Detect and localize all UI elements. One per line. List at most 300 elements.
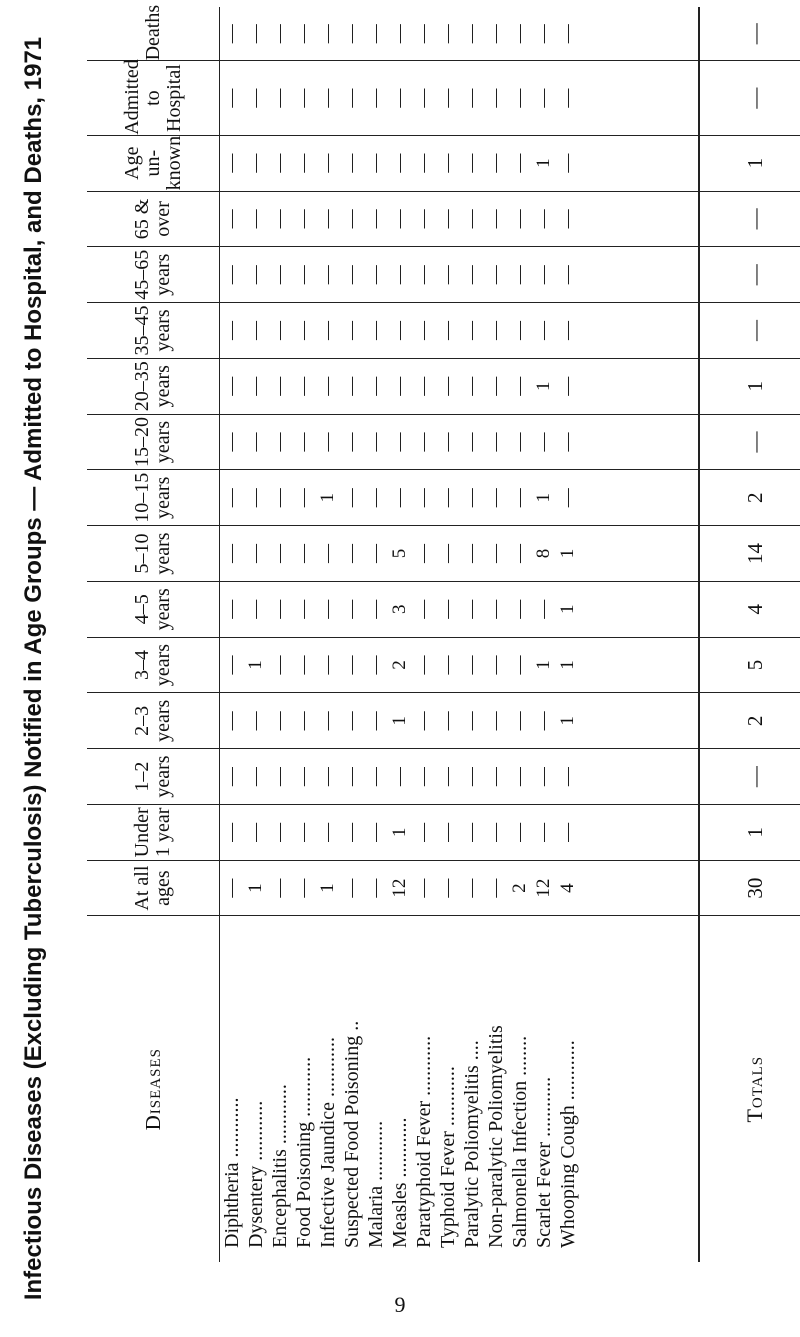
table-cell: — bbox=[508, 581, 532, 637]
table-cell: — bbox=[364, 860, 388, 916]
spacer-cell bbox=[580, 637, 699, 693]
table-cell: — bbox=[388, 61, 412, 135]
table-cell: — bbox=[292, 414, 316, 470]
table-cell: — bbox=[484, 247, 508, 303]
table-cell: — bbox=[268, 637, 292, 693]
table-cell: — bbox=[364, 135, 388, 191]
table-cell: — bbox=[484, 749, 508, 805]
table-cell: — bbox=[484, 191, 508, 247]
table-row bbox=[460, 7, 484, 1262]
table-cell: — bbox=[340, 303, 364, 359]
spacer-cell bbox=[580, 581, 699, 637]
table-cell: — bbox=[412, 303, 436, 359]
table-cell: 4 bbox=[556, 860, 580, 916]
table-cell: — bbox=[556, 470, 580, 526]
table-cell: — bbox=[508, 303, 532, 359]
table-cell: — bbox=[412, 804, 436, 860]
table-cell: — bbox=[268, 470, 292, 526]
table-cell: — bbox=[460, 693, 484, 749]
table-cell: — bbox=[220, 61, 245, 135]
disease-name: Diphtheria ............ bbox=[221, 1097, 243, 1248]
table-cell: — bbox=[508, 61, 532, 135]
table-cell: — bbox=[436, 526, 460, 582]
table-cell: — bbox=[316, 804, 340, 860]
table-cell: — bbox=[316, 135, 340, 191]
table-cell: — bbox=[436, 191, 460, 247]
total-cell: 5 bbox=[699, 637, 800, 693]
table-cell: — bbox=[436, 7, 460, 61]
disease-name: Typhoid Fever ............ bbox=[437, 1066, 459, 1248]
total-cell: — bbox=[699, 414, 800, 470]
disease-name: Salmonella Infection ........ bbox=[509, 1035, 531, 1248]
table-cell: — bbox=[220, 135, 245, 191]
disease-name: Measles ............ bbox=[389, 1117, 411, 1248]
table-cell: — bbox=[436, 860, 460, 916]
header-10-15: 10–15 years bbox=[87, 470, 220, 526]
header-2-3: 2–3 years bbox=[87, 693, 220, 749]
table-cell: — bbox=[220, 693, 245, 749]
table-row bbox=[436, 7, 460, 1262]
table-cell: — bbox=[340, 693, 364, 749]
table-cell: — bbox=[292, 470, 316, 526]
table-cell: — bbox=[508, 693, 532, 749]
header-under-1: Under 1 year bbox=[87, 804, 220, 860]
total-cell: 1 bbox=[699, 804, 800, 860]
table-cell: — bbox=[412, 637, 436, 693]
table-cell: — bbox=[484, 61, 508, 135]
table-cell: — bbox=[412, 414, 436, 470]
table-cell: — bbox=[436, 303, 460, 359]
table-cell: — bbox=[268, 804, 292, 860]
total-cell: 1 bbox=[699, 358, 800, 414]
table-cell: — bbox=[412, 581, 436, 637]
table-cell: — bbox=[220, 526, 245, 582]
page-number: 9 bbox=[394, 1292, 406, 1317]
table-cell: — bbox=[412, 860, 436, 916]
header-65-over: 65 & over bbox=[87, 191, 220, 247]
total-cell: — bbox=[699, 191, 800, 247]
table-cell: — bbox=[292, 358, 316, 414]
table-cell: — bbox=[340, 637, 364, 693]
table-cell: — bbox=[244, 7, 268, 61]
table-cell: — bbox=[532, 61, 556, 135]
table-cell: — bbox=[508, 637, 532, 693]
table-cell: 1 bbox=[316, 860, 340, 916]
table-cell: — bbox=[364, 804, 388, 860]
table-cell: — bbox=[364, 358, 388, 414]
table-cell: — bbox=[484, 804, 508, 860]
disease-name: Paratyphoid Fever ............ bbox=[413, 1035, 435, 1248]
spacer-cell bbox=[580, 358, 699, 414]
table-row bbox=[388, 7, 412, 1262]
totals-label: Totals bbox=[699, 916, 800, 1262]
table-cell: — bbox=[532, 414, 556, 470]
table-cell: 1 bbox=[556, 637, 580, 693]
table-cell: — bbox=[244, 526, 268, 582]
header-15-20: 15–20 years bbox=[87, 414, 220, 470]
spacer-cell bbox=[580, 7, 699, 61]
table-cell: — bbox=[364, 7, 388, 61]
table-row bbox=[508, 7, 532, 1262]
table-cell: 12 bbox=[388, 860, 412, 916]
table-cell: — bbox=[484, 414, 508, 470]
table-cell: — bbox=[484, 135, 508, 191]
table-cell: — bbox=[244, 61, 268, 135]
table-cell: 2 bbox=[388, 637, 412, 693]
table-cell: — bbox=[484, 303, 508, 359]
table-cell: — bbox=[340, 247, 364, 303]
table-cell: — bbox=[340, 470, 364, 526]
total-cell: — bbox=[699, 303, 800, 359]
table-cell: 1 bbox=[532, 470, 556, 526]
table-cell: 1 bbox=[244, 860, 268, 916]
total-cell: — bbox=[699, 247, 800, 303]
table-cell: 1 bbox=[556, 526, 580, 582]
table-cell: — bbox=[316, 7, 340, 61]
table-row bbox=[316, 7, 340, 1262]
spacer-cell bbox=[580, 303, 699, 359]
table-cell: — bbox=[484, 358, 508, 414]
table-cell: — bbox=[388, 470, 412, 526]
table-cell: — bbox=[244, 358, 268, 414]
table-cell: — bbox=[268, 247, 292, 303]
disease-name: Non-paralytic Poliomyelitis bbox=[485, 1025, 507, 1248]
table-row bbox=[268, 7, 292, 1262]
table-cell: — bbox=[412, 7, 436, 61]
header-5-10: 5–10 years bbox=[87, 526, 220, 582]
table-cell: — bbox=[292, 7, 316, 61]
table-cell: — bbox=[364, 247, 388, 303]
table-cell: — bbox=[244, 414, 268, 470]
table-cell: — bbox=[316, 247, 340, 303]
header-3-4: 3–4 years bbox=[87, 637, 220, 693]
table-cell: — bbox=[508, 191, 532, 247]
table-cell: — bbox=[220, 414, 245, 470]
table-cell: — bbox=[508, 526, 532, 582]
table-cell: 1 bbox=[316, 470, 340, 526]
table-cell: — bbox=[292, 191, 316, 247]
table-cell: — bbox=[556, 303, 580, 359]
table-cell: — bbox=[220, 860, 245, 916]
table-cell: — bbox=[388, 191, 412, 247]
total-cell: 30 bbox=[699, 860, 800, 916]
table-cell: — bbox=[316, 414, 340, 470]
table-cell: — bbox=[484, 860, 508, 916]
table-cell: — bbox=[460, 135, 484, 191]
total-cell: — bbox=[699, 749, 800, 805]
table-cell: — bbox=[340, 749, 364, 805]
table-cell: — bbox=[436, 414, 460, 470]
table-cell: — bbox=[220, 7, 245, 61]
table-cell: — bbox=[340, 61, 364, 135]
table-cell: — bbox=[508, 749, 532, 805]
header-diseases: Diseases bbox=[87, 916, 220, 1262]
table-cell: — bbox=[316, 749, 340, 805]
table-cell: — bbox=[268, 860, 292, 916]
table-cell: — bbox=[532, 749, 556, 805]
spacer-cell bbox=[580, 135, 699, 191]
table-cell: — bbox=[244, 135, 268, 191]
table-cell: 2 bbox=[508, 860, 532, 916]
table-cell: — bbox=[268, 749, 292, 805]
table-cell: — bbox=[364, 191, 388, 247]
table-cell: — bbox=[412, 749, 436, 805]
total-cell: 2 bbox=[699, 693, 800, 749]
spacer-cell bbox=[580, 860, 699, 916]
table-row bbox=[292, 7, 316, 1262]
table-cell: — bbox=[220, 749, 245, 805]
spacer-cell bbox=[580, 693, 699, 749]
spacer-cell bbox=[580, 804, 699, 860]
table-cell: — bbox=[340, 7, 364, 61]
table-cell: — bbox=[292, 637, 316, 693]
table-cell: — bbox=[484, 470, 508, 526]
header-admitted-hospital: Admitted to Hospital bbox=[87, 61, 220, 135]
spacer-row bbox=[580, 7, 699, 1262]
table-cell: 5 bbox=[388, 526, 412, 582]
table-cell: — bbox=[460, 358, 484, 414]
table-cell: — bbox=[436, 135, 460, 191]
table-cell: — bbox=[340, 191, 364, 247]
table-cell: — bbox=[436, 358, 460, 414]
disease-name: Dysentery ............ bbox=[245, 1100, 267, 1248]
spacer-cell bbox=[580, 749, 699, 805]
table-cell: — bbox=[316, 526, 340, 582]
table-cell: — bbox=[508, 804, 532, 860]
table-cell: — bbox=[412, 191, 436, 247]
table-cell: — bbox=[436, 804, 460, 860]
table-cell: — bbox=[388, 7, 412, 61]
table-cell: — bbox=[508, 358, 532, 414]
total-cell: — bbox=[699, 7, 800, 61]
table-cell: — bbox=[412, 470, 436, 526]
table-cell: — bbox=[244, 581, 268, 637]
table-cell: — bbox=[460, 526, 484, 582]
table-cell: — bbox=[436, 749, 460, 805]
table-cell: — bbox=[460, 470, 484, 526]
disease-name: Encephalitis ............ bbox=[269, 1084, 291, 1248]
header-deaths: Deaths bbox=[87, 7, 220, 61]
table-cell: — bbox=[340, 860, 364, 916]
table-cell: — bbox=[364, 749, 388, 805]
table-cell: — bbox=[484, 526, 508, 582]
table-cell: 1 bbox=[532, 135, 556, 191]
table-cell: — bbox=[460, 191, 484, 247]
table-cell: — bbox=[244, 303, 268, 359]
table-cell: — bbox=[268, 135, 292, 191]
disease-name: Malaria ............ bbox=[365, 1120, 387, 1248]
spacer-cell bbox=[580, 470, 699, 526]
disease-name: Infective Jaundice ............ bbox=[317, 1036, 339, 1248]
table-cell: — bbox=[532, 7, 556, 61]
table-cell: — bbox=[412, 135, 436, 191]
table-cell: — bbox=[292, 693, 316, 749]
table-cell: — bbox=[292, 61, 316, 135]
table-row bbox=[412, 7, 436, 1262]
table-cell: — bbox=[556, 358, 580, 414]
table-cell: — bbox=[460, 414, 484, 470]
table-cell: — bbox=[532, 804, 556, 860]
table-cell: — bbox=[460, 804, 484, 860]
totals-row bbox=[699, 7, 800, 1262]
disease-name: Suspected Food Poisoning .. bbox=[341, 1020, 363, 1248]
table-cell: — bbox=[412, 526, 436, 582]
table-cell: — bbox=[292, 804, 316, 860]
table-cell: — bbox=[508, 470, 532, 526]
table-cell: — bbox=[268, 581, 292, 637]
table-cell: — bbox=[556, 191, 580, 247]
table-cell: — bbox=[484, 7, 508, 61]
table-cell: — bbox=[244, 804, 268, 860]
table-row bbox=[364, 7, 388, 1262]
table-cell: — bbox=[220, 581, 245, 637]
table-cell: — bbox=[556, 7, 580, 61]
table-cell: — bbox=[220, 470, 245, 526]
table-cell: — bbox=[460, 61, 484, 135]
table-cell: — bbox=[412, 358, 436, 414]
table-cell: — bbox=[436, 693, 460, 749]
table-cell: — bbox=[268, 414, 292, 470]
table-cell: — bbox=[364, 414, 388, 470]
spacer-cell bbox=[580, 191, 699, 247]
table-cell: — bbox=[316, 303, 340, 359]
table-cell: — bbox=[292, 303, 316, 359]
total-cell: 1 bbox=[699, 135, 800, 191]
table-cell: — bbox=[388, 135, 412, 191]
table-cell: — bbox=[316, 637, 340, 693]
table-cell: — bbox=[412, 693, 436, 749]
table-cell: — bbox=[364, 470, 388, 526]
total-cell: 4 bbox=[699, 581, 800, 637]
table-cell: 1 bbox=[556, 693, 580, 749]
table-cell: — bbox=[412, 247, 436, 303]
table-cell: — bbox=[388, 414, 412, 470]
table-cell: — bbox=[244, 470, 268, 526]
table-cell: — bbox=[364, 303, 388, 359]
table-cell: — bbox=[340, 581, 364, 637]
table-cell: — bbox=[412, 61, 436, 135]
total-cell: 2 bbox=[699, 470, 800, 526]
table-cell: — bbox=[292, 135, 316, 191]
table-cell: — bbox=[508, 135, 532, 191]
header-4-5: 4–5 years bbox=[87, 581, 220, 637]
table-cell: — bbox=[532, 303, 556, 359]
table-cell: — bbox=[220, 358, 245, 414]
table-cell: — bbox=[436, 470, 460, 526]
table-cell: — bbox=[268, 358, 292, 414]
table-cell: 1 bbox=[388, 804, 412, 860]
header-35-45: 35–45 years bbox=[87, 303, 220, 359]
spacer-cell bbox=[580, 916, 699, 1262]
table-cell: — bbox=[460, 749, 484, 805]
table-cell: — bbox=[244, 191, 268, 247]
disease-table bbox=[87, 4, 800, 1262]
table-cell: — bbox=[364, 61, 388, 135]
table-cell: — bbox=[556, 749, 580, 805]
table-cell: — bbox=[484, 693, 508, 749]
table-cell: 1 bbox=[388, 693, 412, 749]
table-cell: — bbox=[292, 581, 316, 637]
table-cell: 1 bbox=[244, 637, 268, 693]
table-cell: — bbox=[436, 61, 460, 135]
table-row bbox=[340, 7, 364, 1262]
table-cell: — bbox=[484, 637, 508, 693]
table-cell: — bbox=[292, 860, 316, 916]
table-cell: — bbox=[532, 581, 556, 637]
table-cell: — bbox=[268, 303, 292, 359]
table-cell: — bbox=[388, 358, 412, 414]
table-cell: — bbox=[316, 581, 340, 637]
header-all-ages: At all ages bbox=[87, 860, 220, 916]
table-cell: — bbox=[460, 581, 484, 637]
table-cell: — bbox=[460, 7, 484, 61]
table-cell: — bbox=[244, 693, 268, 749]
header-45-65: 45–65 years bbox=[87, 247, 220, 303]
table-cell: — bbox=[460, 247, 484, 303]
table-cell: — bbox=[316, 358, 340, 414]
table-cell: — bbox=[556, 804, 580, 860]
spacer-cell bbox=[580, 526, 699, 582]
spacer-cell bbox=[580, 414, 699, 470]
table-cell: 3 bbox=[388, 581, 412, 637]
table-cell: — bbox=[556, 247, 580, 303]
table-cell: — bbox=[316, 191, 340, 247]
table-body bbox=[220, 7, 700, 1262]
table-row bbox=[484, 7, 508, 1262]
table-cell: — bbox=[268, 526, 292, 582]
table-cell: 8 bbox=[532, 526, 556, 582]
disease-name: Scarlet Fever ............ bbox=[533, 1076, 555, 1248]
table-cell: — bbox=[532, 693, 556, 749]
page-title: Infectious Diseases (Excluding Tuberculosis) Notified in Age Groups — Admitted to Hospital, and Deaths, 1971 bbox=[20, 36, 47, 1301]
table-cell: — bbox=[268, 7, 292, 61]
table-cell: — bbox=[556, 414, 580, 470]
table-cell: — bbox=[436, 247, 460, 303]
table-cell: — bbox=[508, 414, 532, 470]
table-cell: — bbox=[340, 135, 364, 191]
table-cell: — bbox=[364, 637, 388, 693]
table-row bbox=[532, 7, 556, 1262]
table-cell: — bbox=[292, 749, 316, 805]
table-cell: — bbox=[220, 191, 245, 247]
table-cell: — bbox=[316, 61, 340, 135]
table-cell: — bbox=[436, 581, 460, 637]
spacer-cell bbox=[580, 61, 699, 135]
table-cell: — bbox=[268, 191, 292, 247]
header-age-unknown: Age un-known bbox=[87, 135, 220, 191]
table-cell: 12 bbox=[532, 860, 556, 916]
table-cell: — bbox=[220, 247, 245, 303]
header-20-35: 20–35 years bbox=[87, 358, 220, 414]
table-cell: 1 bbox=[532, 358, 556, 414]
table-cell: — bbox=[340, 526, 364, 582]
table-cell: — bbox=[340, 414, 364, 470]
header-row bbox=[87, 7, 220, 1262]
total-cell: 14 bbox=[699, 526, 800, 582]
table-cell: — bbox=[364, 526, 388, 582]
table-cell: — bbox=[388, 749, 412, 805]
header-1-2: 1–2 years bbox=[87, 749, 220, 805]
table-cell: — bbox=[220, 303, 245, 359]
table-cell: 1 bbox=[556, 581, 580, 637]
table-cell: — bbox=[268, 693, 292, 749]
table-cell: — bbox=[244, 749, 268, 805]
table-cell: — bbox=[364, 693, 388, 749]
table-cell: — bbox=[220, 637, 245, 693]
table-cell: — bbox=[292, 526, 316, 582]
table-cell: — bbox=[220, 804, 245, 860]
table-cell: — bbox=[508, 7, 532, 61]
